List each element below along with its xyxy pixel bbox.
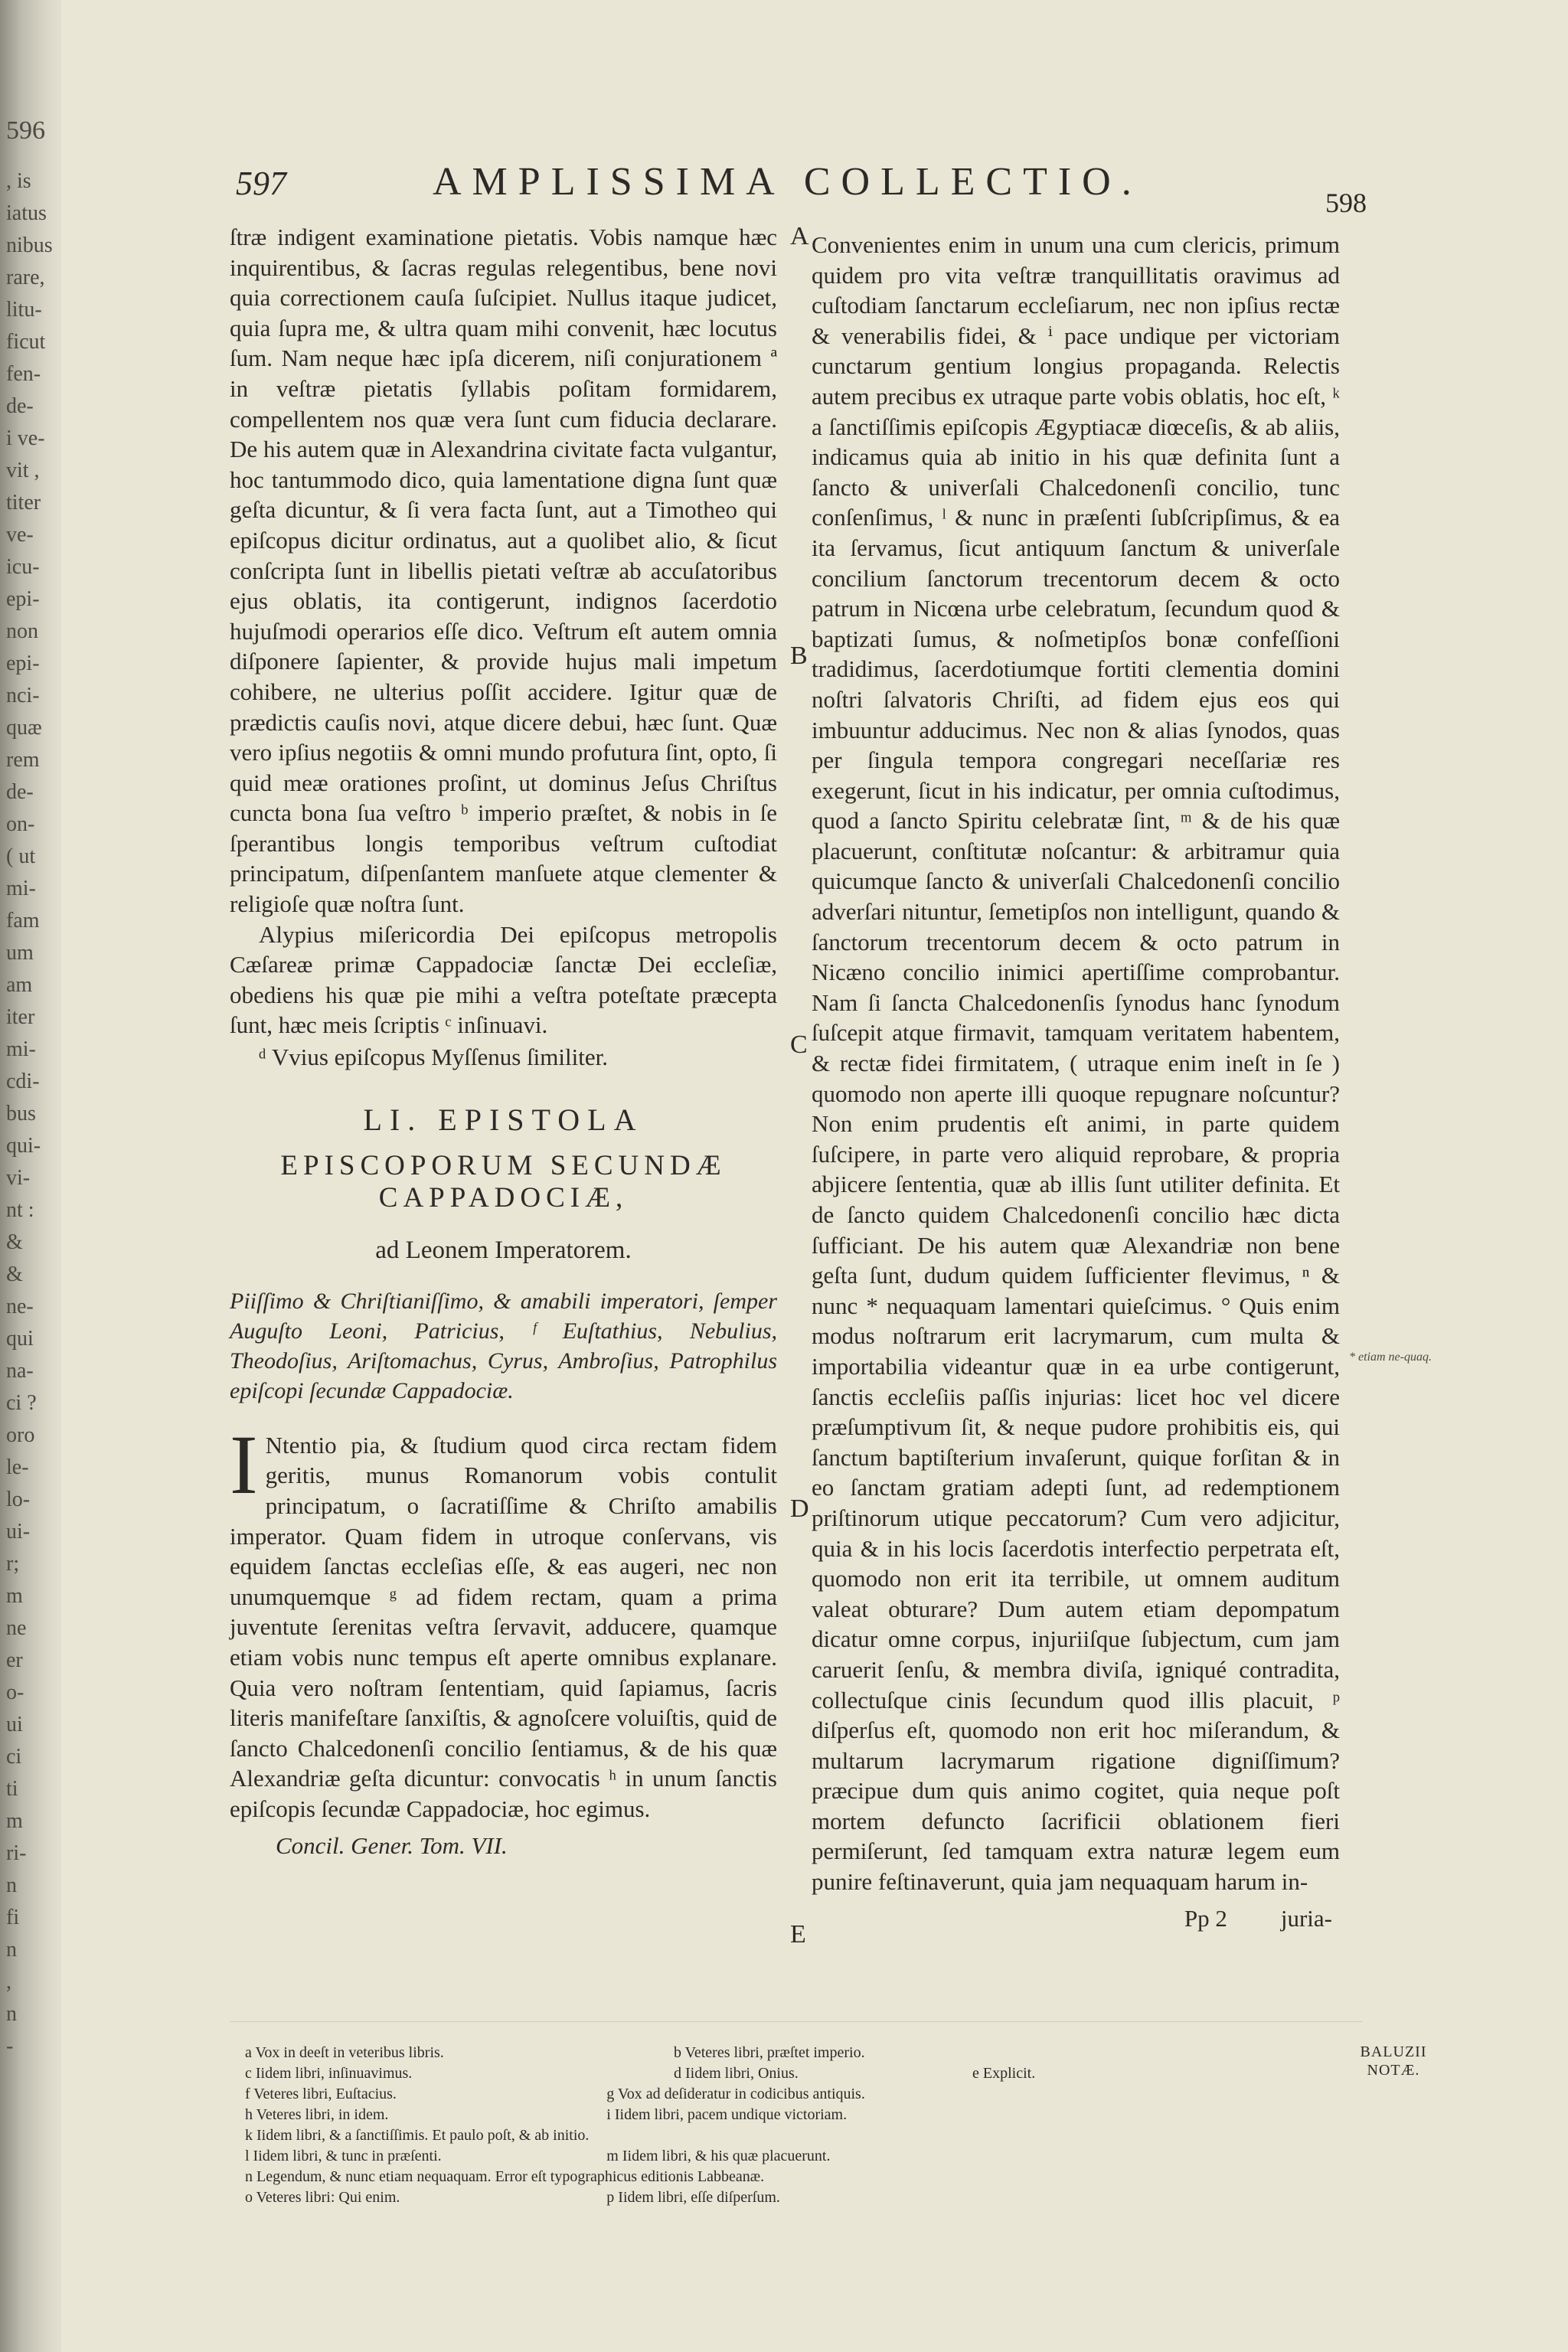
margin-fragment: mi- — [6, 877, 36, 900]
catchword: juria- — [1280, 1904, 1332, 1932]
margin-fragment: qui — [6, 1327, 34, 1351]
right-column-footer — [812, 1903, 1340, 1934]
margin-fragment: vi- — [6, 1166, 31, 1190]
margin-fragment: ti — [6, 1777, 18, 1801]
margin-letter-d: D — [790, 1494, 809, 1523]
margin-fragment: non — [6, 619, 38, 643]
note-a: a Vox in deeſt in veteribus libris. — [245, 2044, 444, 2061]
volume-signature: Concil. Gener. Tom. VII. — [276, 1831, 508, 1859]
epistola-li-body — [230, 1417, 777, 1824]
note-g: g Vox ad deſideratur in codicibus antiquis. — [606, 2086, 865, 2102]
margin-fragment: qui- — [6, 1134, 41, 1158]
previous-page-fragments — [6, 115, 53, 2063]
margin-fragment: r; — [6, 1552, 20, 1576]
margin-fragment: m — [6, 1809, 23, 1833]
margin-letter-a: A — [790, 222, 809, 250]
margin-fragment: ne — [6, 1616, 27, 1640]
margin-letter-c: C — [790, 1031, 808, 1059]
margin-fragment: litu- — [6, 298, 42, 322]
page-number-right: 598 — [1325, 188, 1367, 218]
margin-fragment: nt : — [6, 1198, 34, 1222]
margin-fragment: m — [6, 1584, 23, 1608]
margin-fragment: am — [6, 973, 33, 997]
margin-fragment: , — [6, 1970, 11, 1994]
margin-fragment: ui — [6, 1713, 23, 1736]
note-f: f Veteres libri, Euſtacius. — [245, 2086, 397, 2102]
note-e: e Explicit. — [972, 2065, 1036, 2082]
margin-letter-e: E — [790, 1920, 806, 1949]
right-column — [812, 230, 1340, 1933]
margin-fragment: epi- — [6, 652, 40, 675]
margin-fragment: um — [6, 941, 34, 965]
margin-fragment: rem — [6, 748, 40, 772]
page-header — [230, 159, 1367, 220]
margin-fragment: rare, — [6, 266, 45, 289]
note-d: d Iidem libri, Onius. — [674, 2065, 799, 2082]
margin-fragment: ui- — [6, 1520, 31, 1544]
margin-letter-b: B — [790, 642, 808, 670]
running-title: AMPLISSIMA COLLECTIO. — [433, 160, 1142, 204]
notes-row — [245, 2146, 1317, 2167]
signature-mark: Pp 2 — [1184, 1904, 1227, 1932]
margin-fragment: o- — [6, 1681, 24, 1704]
margin-fragment: nci- — [6, 684, 40, 707]
note-k: k Iidem libri, & a ſanctiſſimis. Et paulo poſt, & ab initio. — [245, 2127, 590, 2144]
episcopi-heading: EPISCOPORUM SECUNDÆ CAPPADOCIÆ, — [280, 1150, 727, 1214]
drop-cap: I — [230, 1417, 258, 1511]
addressee: ad Leonem Imperatorem. — [375, 1236, 632, 1265]
margin-fragment: on- — [6, 812, 35, 836]
margin-fragment: ( ut — [6, 844, 36, 868]
marginal-note: * etiam ne-quaq. — [1349, 1351, 1432, 1364]
margin-fragment: n — [6, 1873, 17, 1897]
notes-row — [245, 2084, 1317, 2105]
signature-alypius: Alypius miſericordia Dei epiſcopus metropolis Cæſareæ primæ Cappadociæ ſanctæ Dei eccleſiæ, obediens his quæ pie mihi a veſtra poteſtate præcepta ſunt, hæc meis ſcriptis ᶜ inſinuavi. — [230, 920, 777, 1039]
margin-fragment: & — [6, 1230, 23, 1254]
margin-fragment: fen- — [6, 362, 41, 386]
notes-row — [245, 2125, 1317, 2146]
margin-fragment: iter — [6, 1005, 35, 1029]
note-m: m Iidem libri, & his quæ placuerunt. — [606, 2148, 831, 2164]
margin-fragment: ri- — [6, 1841, 27, 1865]
margin-fragment: vit , — [6, 459, 40, 482]
margin-fragment: ci — [6, 1745, 22, 1769]
note-i: i Iidem libri, pacem undique victoriam. — [606, 2106, 848, 2123]
margin-fragment: n — [6, 2002, 17, 2026]
margin-fragment: lo- — [6, 1488, 31, 1511]
note-h: h Veteres libri, in idem. — [245, 2106, 389, 2123]
notes-row — [245, 2043, 1317, 2063]
margin-fragment: bus — [6, 1102, 36, 1125]
baluzii-notes — [245, 2043, 1317, 2208]
note-n: n Legendum, & nunc etiam nequaquam. Error eſt typographicus editionis Labbeanæ. — [245, 2168, 765, 2185]
left-column — [230, 222, 777, 1860]
notes-label: BALUZII NOTÆ. — [1360, 2043, 1427, 2079]
margin-fragment: le- — [6, 1455, 29, 1479]
epistola-heading: LI. EPISTOLA — [363, 1102, 644, 1137]
notes-row — [245, 2167, 1317, 2187]
margin-fragment: ci ? — [6, 1391, 37, 1415]
epistola-l-conclusion: ſtræ indigent examinatione pietatis. Vobis namque hæc inquirentibus, & ſacras regulas relegentibus, bene novi quia correctionem cauſa ſuſcipiet. Nullus itaque judicet, quia ſupra me, & ultra quam mihi convenit, hæc locutus ſum. Nam neque hæc ipſa dicerem, niſi conjurationem ª in veſtræ pietatis ſyllabis poſitam formidarem, compellentem nos quæ vera ſunt cum fiducia declarare. De his autem quæ in Alexandrina civitate facta vulgantur, hoc tantummodo dico, quia lamentatione digna ſunt quæ geſta dicuntur, & ſi vera facta ſunt, aut a Timotheo qui epiſcopus dicitur ordinatus, aut a quolibet alio, & ſicut conſcripta ſunt in libellis pietati veſtræ ab accuſatoribus ejus oblatis, ita contigerunt, indignos ſacerdotio hujuſmodi operarios eſſe dico. Veſtrum eſt autem omnia diſponere ſapienter, & provide hujus mali impetum cohibere, ne ulterius poſſit accidere. Igitur quæ de prædictis cauſis novi, atque dicere debui, hæc ſunt. Quæ vero ipſius negotiis & omni mundo profutura ſint, opto, ſi quid meæ orationes proſint, ut dominus Jeſus Chriſtus cuncta bona ſua veſtro ᵇ imperio præſtet, & nobis in ſe ſperantibus longis temporibus veſtrum cuſtodiat principatum, diſpenſantem manſuete atque clementer & religioſe quæ noſtra ſunt. — [230, 224, 777, 918]
note-o: o Veteres libri: Qui enim. — [245, 2189, 400, 2206]
page-number-left: 597 — [236, 165, 286, 202]
margin-fragment: ficut — [6, 330, 46, 354]
margin-fragment: n — [6, 1938, 17, 1962]
note-b: b Veteres libri, præſtet imperio. — [674, 2044, 865, 2061]
previous-page-line-fragments — [6, 165, 53, 2063]
margin-fragment: , is — [6, 169, 31, 193]
note-p: p Iidem libri, eſſe diſperſum. — [606, 2189, 780, 2206]
notes-row — [245, 2187, 1317, 2208]
margin-fragment: icu- — [6, 555, 40, 579]
margin-fragment: i ve- — [6, 426, 45, 450]
margin-fragment: ne- — [6, 1295, 34, 1318]
margin-fragment: fam — [6, 909, 40, 933]
previous-page-number: 596 — [6, 116, 45, 145]
margin-fragment: cdi- — [6, 1070, 40, 1093]
margin-fragment: oro — [6, 1423, 35, 1447]
margin-fragment: nibus — [6, 234, 53, 257]
salutation: Piiſſimo & Chriſtianiſſimo, & amabili imperatori, ſemper Auguſto Leoni, Patricius, ᶠ Euſtathius, Nebulius, Theodoſius, Ariſtomachus, Cyrus, Ambroſius, Patrophilus epiſcopi ſecundæ Cappadociæ. — [230, 1288, 777, 1403]
epistola-li-continuation: Convenientes enim in unum una cum clericis, primum quidem pro vita veſtræ tranquillitatis oravimus ad cuſtodiam ſanctarum eccleſiarum, nec non ipſius rectæ & venerabilis fidei, & ⁱ pace undique per victoriam cunctarum gentium longius propaganda. Relectis autem precibus ex utraque parte vobis oblatis, hoc eſt, ᵏ a ſanctiſſimis epiſcopis Ægyptiacæ diœceſis, & ab aliis, indicamus quia ab initio in his quæ definita ſunt a ſancto & univerſali Chalcedonenſi concilio, tunc conſenſimus, ˡ & nunc in præſenti ſubſcripſimus, & ea ita ſervamus, ſicut antiquum ſanctum & univerſale concilium ſanctorum trecentorum decem & octo patrum in Nicœna urbe celebratum, ſecundum quod & baptizati ſumus, & noſmetipſos bonæ confeſſioni tradidimus, ſacerdotiumque fortiti clementia domini noſtri ſalvatoris Chriſti, ad fidem ejus eos qui imbuuntur adducimus. Nec non & alias ſynodos, quas per ſingula tempora congregari neceſſariæ res exegerunt, ſicut in his indicatur, per omnia cuſtodimus, quod a ſancto Spiritu celebratæ ſint, ᵐ & de his quæ placuerunt, conſtitutæ noſcantur: & arbitramur quia quicumque ſancto & univerſali Chalcedonenſi concilio adverſari nituntur, ſemetipſos non intelligunt, quando & ſanctorum trecentorum decem & octo patrum in Nicæno concilio inimici apertiſſime comprobantur. Nam ſi ſancta Chalcedonenſis ſynodus hanc ſynodum ſuſcepit atque firmavit, tamquam veritatem habentem, & rectæ fidei firmitatem, ( utraque enim ineſt in ſe ) quomodo non aperte illi quoque repugnare noſcuntur? Non enim prudentis eſt animi, in parte quidem ſuſcipere, in parte vero aliquid reprobare, & propria abjicere ſententia, quæ ab illis ſunt utiliter definita. Et de ſancto quidem Chalcedonenſi concilio hæc dicta ſufficiant. De his autem quæ Alexandriæ non bene geſta ſunt, dudum quidem ſufficienter flevimus, ⁿ & nunc * nequaquam lamentari quieſcimus. ° Quis enim modus noſtrarum erit lacrymarum, cum multa & importabilia videantur quæ in ea urbe contigerunt, ſanctis eccleſiis paſſis injurias: licet hoc vel dicere præſumptivum ſit, & neque pudore prohibitis eis, qui ſanctum baptiſterium invaſerunt, quique forſitan & in eo ſanctam gratiam adepti ſunt, ad redemptionem priſtinorum utique peccatorum? Cum vero adjicitur, quia & in his locis ſacerdotis interfectio perpetrata eſt, quomodo non erit ita terribile, ut omnem auditum valeat obturare? Dum autem etiam depompatum dicatur omne corpus, injuriiſque ſubjectum, cum jam caruerit ſenſu, & membra diviſa, igniqué contradita, collectuſque cinis ſecundum quod illis placuit, ᵖ diſperſus eſt, quomodo non erit hoc miſerandum, & multarum lacrymarum rigatione digniſſimum? præcipue dum quis animo cogitet, quia neque poſt mortem defuncto ſacrificii oblationem fieri permiſerunt, ſed tamquam extra naturæ legem eum punire feſtinaverunt, quia jam nequaquam harum in- — [812, 231, 1340, 1896]
notes-row — [245, 2105, 1317, 2125]
epistola-li-body-text: Ntentio pia, & ſtudium quod circa rectam fidem geritis, munus Romanorum vobis contulit principatum, o ſacratiſſime & Chriſto amabilis imperator. Quam fidem in utroque conſervans, vis equidem ſanctas eccleſias eſſe, & eas augeri, nec non unumquemque ᵍ ad fidem rectam, quam a prima juventute ſerenitas veſtra ſervavit, adducere, quamque etiam vobis nunc tempus eſt aperte omnibus explanare. Quia vero noſtram ſententiam, quid ſapiamus, ſacris literis manifeſtare ſanxiſtis, & agnoſcere voluiſtis, quid de ſancto Chalcedonenſi concilio ſentiamus, & de his quæ Alexandriæ geſta dicuntur: convocatis ʰ in unum ſanctis epiſcopis ſecundæ Cappadociæ, hoc egimus. — [230, 1431, 777, 1822]
margin-fragment: de- — [6, 394, 34, 418]
notes-row — [245, 2063, 1317, 2084]
margin-fragment: epi- — [6, 587, 40, 611]
signature-uvius: ᵈ Vvius epiſcopus Myſſenus ſimiliter. — [259, 1044, 608, 1071]
margin-fragment: er — [6, 1648, 23, 1672]
margin-fragment: titer — [6, 491, 41, 514]
margin-fragment: iatus — [6, 201, 47, 225]
margin-fragment: de- — [6, 780, 34, 804]
margin-fragment: mi- — [6, 1037, 36, 1061]
margin-fragment: quæ — [6, 716, 42, 740]
margin-fragment: na- — [6, 1359, 34, 1383]
note-l: l Iidem libri, & tunc in præſenti. — [245, 2148, 442, 2164]
margin-fragment: - — [6, 2034, 14, 2058]
notes-divider — [230, 2021, 1363, 2022]
margin-fragment: ve- — [6, 523, 34, 547]
margin-fragment: fi — [6, 1906, 20, 1929]
note-c: c Iidem libri, inſinuavimus. — [245, 2065, 413, 2082]
margin-fragment: & — [6, 1263, 23, 1286]
